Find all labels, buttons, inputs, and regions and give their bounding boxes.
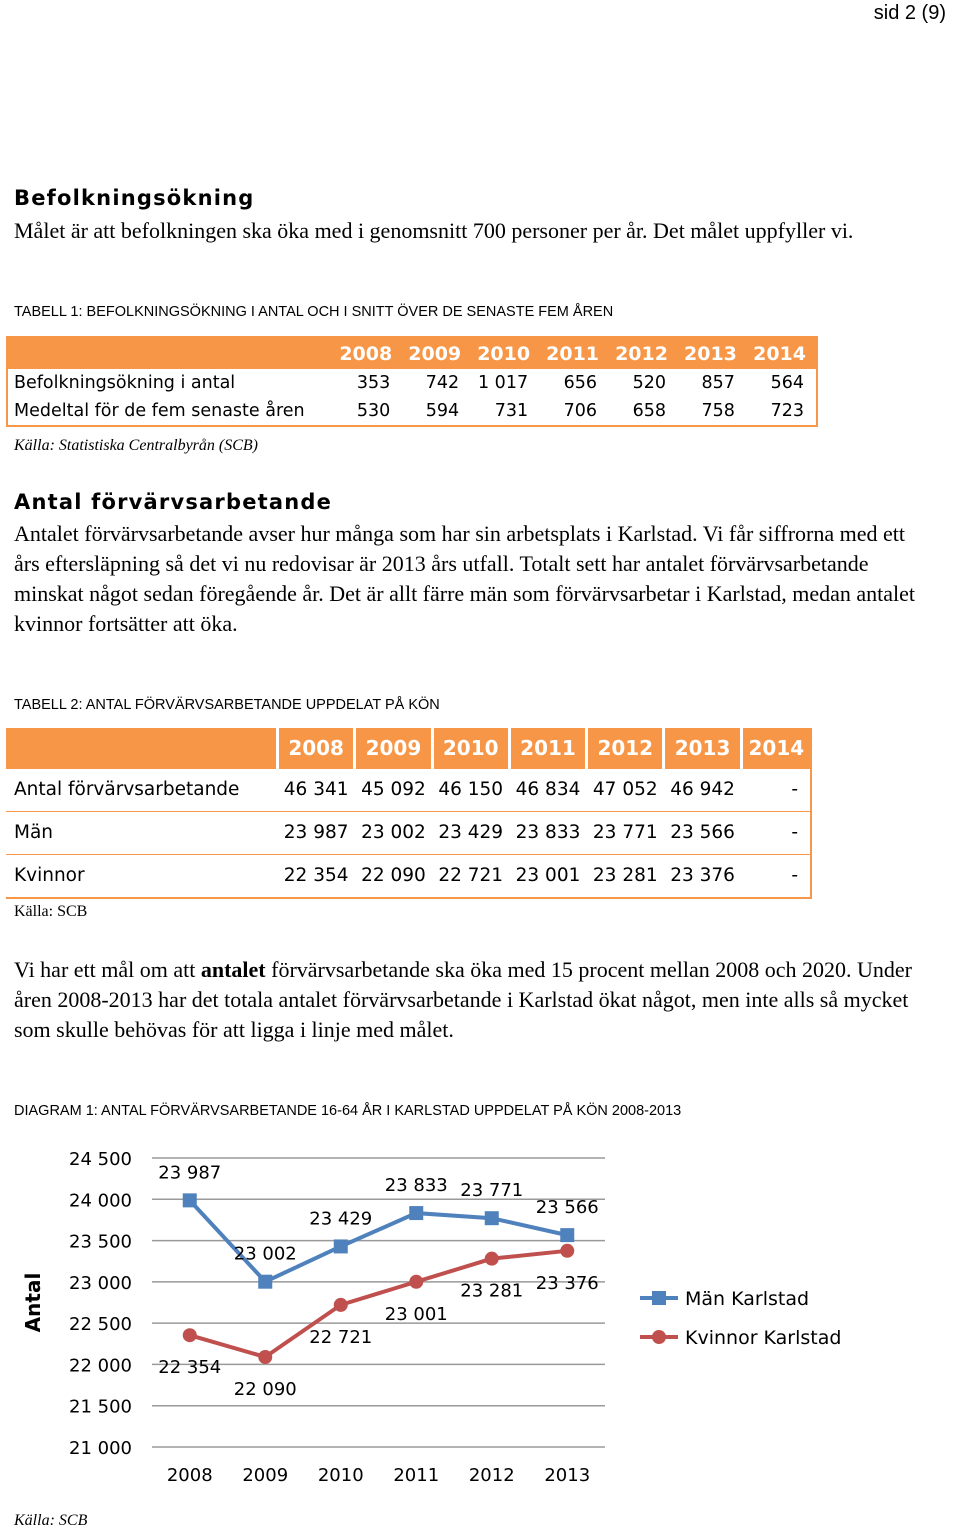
legend-marker — [652, 1330, 666, 1344]
data-label: 22 090 — [233, 1378, 297, 1400]
table-row — [6, 854, 811, 898]
header-year: 2012 — [615, 342, 668, 365]
x-tick-label: 2009 — [242, 1465, 289, 1486]
goal-text-after: förvärvsarbetande ska öka med 15 procent mellan 2008 och 2020. Under åren 2008-2013 har det totala antalet förvärvsarbetande i Karlstad ökat något, men inte alls så mycket som skulle behövas för att ligga i linje med målet. — [14, 957, 912, 1042]
table-cell: 23 429 — [438, 822, 504, 843]
data-point — [485, 1211, 499, 1225]
table-cell: 1 017 — [477, 373, 529, 393]
header-year: 2013 — [664, 728, 741, 768]
header-year: 2008 — [278, 728, 355, 768]
header-year: 2011 — [509, 728, 586, 768]
data-label: 23 771 — [460, 1180, 524, 1202]
x-tick-label: 2008 — [166, 1465, 213, 1486]
population-table — [6, 336, 818, 427]
table1-source: Källa: Statistiska Centralbyrån (SCB) — [14, 437, 258, 454]
table-cell: 594 — [425, 401, 460, 421]
diagram-caption: DIAGRAM 1: ANTAL FÖRVÄRVSARBETANDE 16-64 ÅR I KARLSTAD UPPDELAT PÅ KÖN 2008-2013 — [14, 1103, 682, 1119]
section-heading-population: Befolkningsökning — [14, 186, 255, 210]
y-tick-label: 24 000 — [69, 1190, 132, 1212]
table-cell: - — [791, 779, 798, 800]
data-label: 23 833 — [384, 1175, 448, 1197]
table-cell: 23 771 — [592, 822, 658, 843]
data-label: 23 001 — [384, 1303, 448, 1325]
section-text-population: Målet är att befolkningen ska öka med i genomsnitt 700 personer per år. Det målet uppfyller vi. — [14, 218, 854, 243]
goal-paragraph — [14, 955, 934, 1045]
table-row — [6, 811, 811, 854]
data-point — [560, 1244, 574, 1258]
table-cell: 520 — [632, 373, 666, 393]
y-tick-label: 23 500 — [69, 1231, 132, 1253]
data-label: 23 281 — [460, 1280, 524, 1302]
row-label: Antal förvärvsarbetande — [14, 779, 240, 800]
data-point — [334, 1298, 348, 1312]
y-tick-label: 23 000 — [69, 1272, 132, 1294]
table-cell: 23 833 — [515, 822, 581, 843]
x-tick-label: 2012 — [468, 1465, 515, 1486]
table-cell: 23 001 — [515, 865, 581, 886]
header-cell-empty — [7, 337, 333, 369]
employed-table — [6, 728, 812, 899]
row-label: Befolkningsökning i antal — [14, 373, 236, 393]
y-tick-label: 21 000 — [69, 1438, 132, 1459]
page-number: sid 2 (9) — [873, 2, 946, 24]
data-label: 23 376 — [535, 1272, 599, 1294]
goal-text-bold: antalet — [200, 957, 266, 982]
legend-label: Kvinnor Karlstad — [685, 1327, 842, 1349]
data-point — [258, 1275, 272, 1289]
header-year: 2011 — [546, 342, 600, 365]
header-year: 2013 — [684, 342, 737, 365]
table-cell: 23 376 — [670, 865, 735, 886]
header-year: 2009 — [355, 728, 432, 768]
x-tick-label: 2010 — [317, 1465, 364, 1486]
table-cell: 23 002 — [361, 822, 426, 843]
table-cell: 353 — [356, 373, 391, 393]
table-cell: 22 090 — [361, 865, 426, 886]
data-point — [409, 1206, 423, 1220]
table-cell: 723 — [770, 401, 804, 421]
table-row — [7, 397, 817, 426]
header-year: 2014 — [753, 342, 806, 365]
table-row — [6, 768, 811, 811]
header-year: 2010 — [432, 728, 509, 768]
employment-line-chart — [0, 1130, 960, 1510]
row-label: Män — [14, 822, 54, 843]
table2-caption: TABELL 2: ANTAL FÖRVÄRVSARBETANDE UPPDELAT PÅ KÖN — [14, 697, 440, 713]
data-point — [560, 1228, 574, 1242]
data-label: 22 354 — [158, 1357, 222, 1379]
table-cell: 706 — [563, 401, 598, 421]
table1-caption: TABELL 1: BEFOLKNINGSÖKNING I ANTAL OCH I SNITT ÖVER DE SENASTE FEM ÅREN — [14, 304, 614, 320]
y-axis-title: Antal — [21, 1272, 45, 1333]
goal-text-before: Vi har ett mål om att — [14, 957, 201, 982]
table-cell: 742 — [425, 373, 460, 393]
data-label: 22 721 — [309, 1326, 373, 1348]
table-cell: 731 — [494, 401, 529, 421]
data-label: 23 987 — [158, 1162, 222, 1184]
row-label: Medeltal för de fem senaste åren — [14, 401, 305, 421]
data-point — [409, 1275, 423, 1289]
section-text-employed: Antalet förvärvsarbetande avser hur många som har sin arbetsplats i Karlstad. Vi får siffrorna med ett års eftersläpning så det vi nu redovisar är 2013 års utfall. Totalt sett har antalet förvärvsarbetande minskat något sedan föregående år. Det är allt färre män som förvärvsarbetar i Karlstad, medan antalet kvinnor fortsätter att öka. — [14, 521, 916, 636]
legend-marker — [652, 1291, 666, 1305]
table-cell: 22 721 — [438, 865, 504, 886]
table-row — [7, 369, 817, 397]
data-label: 23 566 — [535, 1197, 599, 1219]
table-cell: 23 281 — [592, 865, 658, 886]
table-cell: 23 987 — [283, 822, 349, 843]
data-point — [183, 1193, 197, 1207]
header-year: 2014 — [741, 728, 811, 768]
header-year: 2009 — [408, 342, 462, 365]
x-tick-label: 2013 — [544, 1465, 591, 1486]
table-cell: 23 566 — [670, 822, 735, 843]
table2-source: Källa: SCB — [14, 903, 88, 920]
header-cell-empty — [6, 728, 278, 768]
table-cell: - — [791, 822, 798, 843]
data-point — [258, 1350, 272, 1364]
table-cell: 46 942 — [670, 779, 735, 800]
x-tick-label: 2011 — [393, 1465, 440, 1486]
data-point — [485, 1252, 499, 1266]
table-cell: 47 052 — [592, 779, 658, 800]
table-cell: - — [791, 865, 798, 886]
header-year: 2012 — [587, 728, 664, 768]
row-label: Kvinnor — [14, 865, 85, 886]
header-year: 2008 — [339, 342, 393, 365]
table-cell: 530 — [356, 401, 391, 421]
table-cell: 564 — [770, 373, 804, 393]
data-label: 23 429 — [309, 1208, 373, 1230]
table-cell: 758 — [701, 401, 735, 421]
y-tick-label: 24 500 — [69, 1149, 132, 1170]
y-tick-label: 22 500 — [69, 1314, 132, 1336]
legend-label: Män Karlstad — [685, 1288, 810, 1310]
y-tick-label: 22 000 — [69, 1355, 132, 1377]
table-cell: 658 — [632, 401, 666, 421]
data-point — [334, 1239, 348, 1253]
data-label: 23 002 — [233, 1243, 297, 1265]
table-cell: 656 — [563, 373, 598, 393]
series-line — [190, 1251, 568, 1357]
y-tick-label: 21 500 — [69, 1396, 132, 1418]
table-cell: 45 092 — [361, 779, 426, 800]
table-cell: 46 150 — [438, 779, 504, 800]
header-year: 2010 — [477, 342, 531, 365]
table-header-row — [6, 728, 811, 768]
table-header-row — [7, 337, 817, 369]
table-cell: 857 — [701, 373, 735, 393]
section-heading-employed: Antal förvärvsarbetande — [14, 490, 333, 514]
table-cell: 22 354 — [283, 865, 349, 886]
table-cell: 46 834 — [515, 779, 581, 800]
table-cell: 46 341 — [283, 779, 349, 800]
diagram-source: Källa: SCB — [14, 1512, 88, 1529]
data-point — [183, 1328, 197, 1342]
